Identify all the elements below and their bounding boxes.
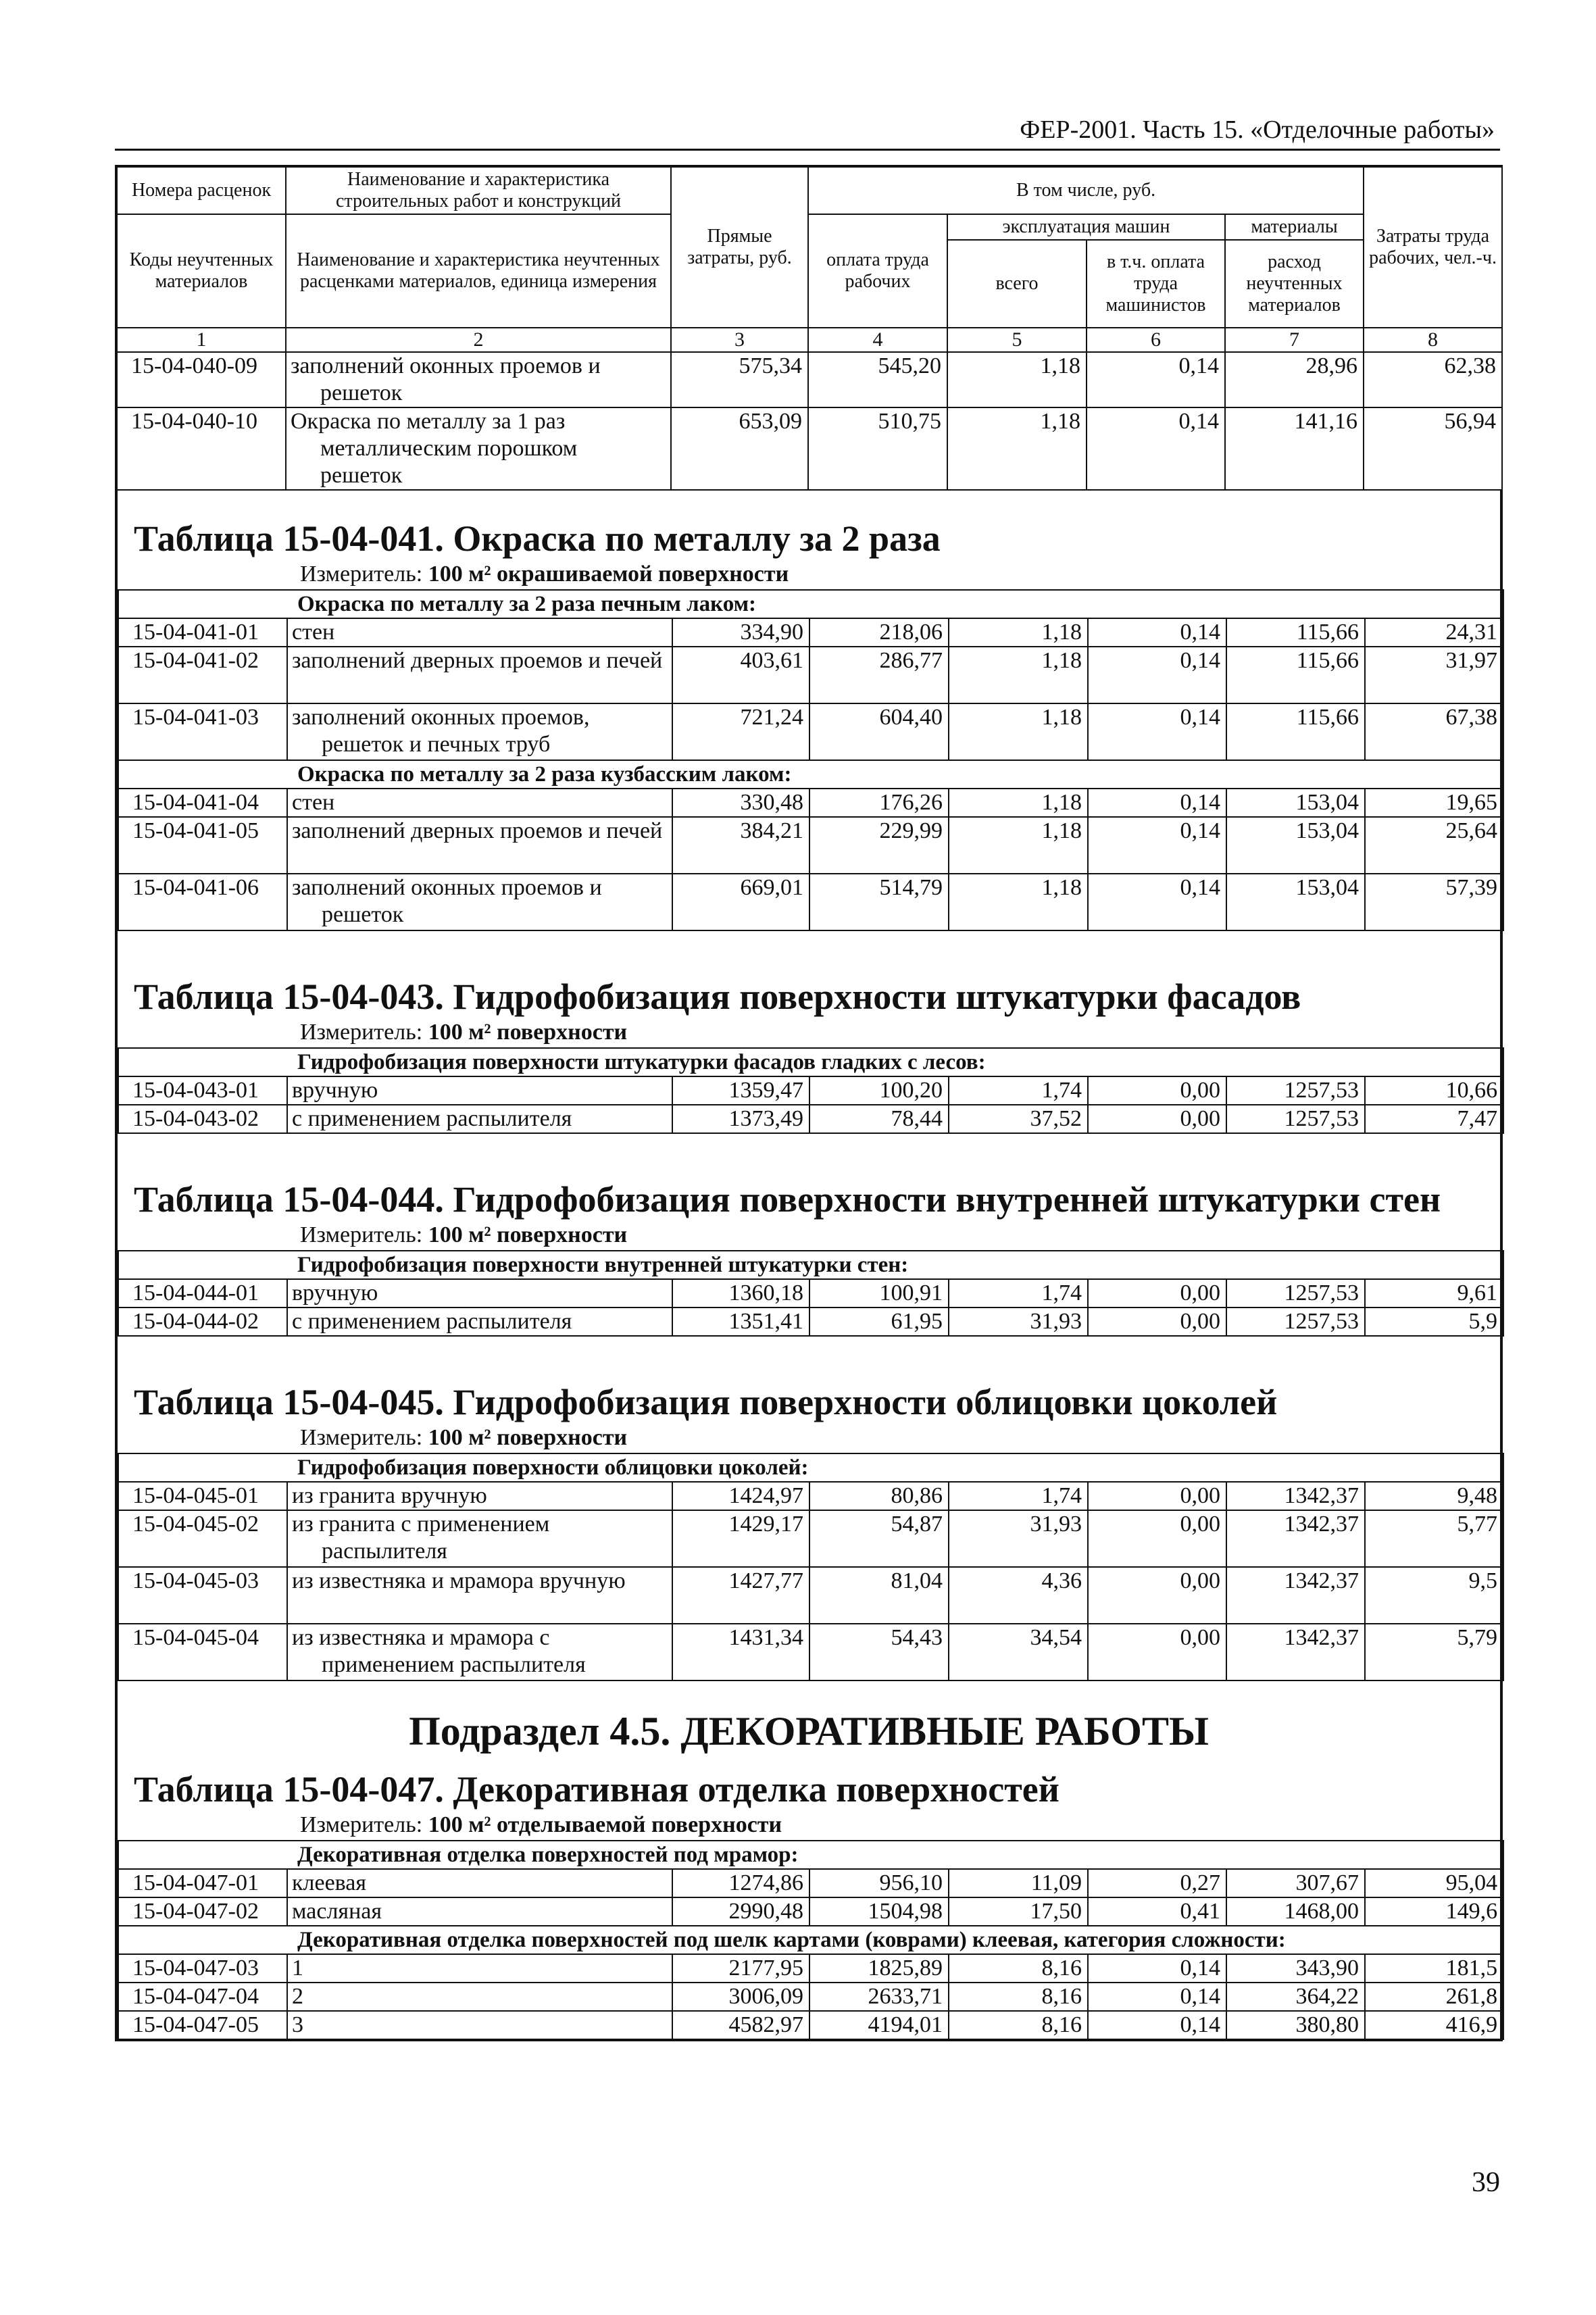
work-name: Окраска по металлу за 1 раз металлическим порошком решеток (286, 407, 671, 490)
direct-cost: 575,34 (671, 352, 808, 407)
materials-header: материалы (1225, 214, 1364, 240)
rate-code: 15-04-045-02 (118, 1510, 287, 1567)
materials-cost: 1342,37 (1226, 1482, 1365, 1510)
subsection-title: Подраздел 4.5. ДЕКОРАТИВНЫЕ РАБОТЫ (409, 1709, 1209, 1753)
direct-cost: 3006,09 (672, 1983, 809, 2011)
measure-line (118, 1018, 1500, 1047)
work-name: заполнений оконных проемов, решеток и печных труб (287, 703, 672, 760)
materials-cost: 153,04 (1226, 789, 1365, 817)
col-8-header: Затраты труда рабочих, чел.-ч. (1364, 167, 1502, 328)
machinist-pay: 0,14 (1088, 618, 1226, 647)
direct-cost: 1360,18 (672, 1279, 809, 1308)
machinist-pay: 0,00 (1088, 1624, 1226, 1681)
table-row (118, 789, 1503, 817)
machinist-pay: 0,14 (1087, 407, 1225, 490)
materials-cost: 307,67 (1226, 1869, 1365, 1897)
labor-hours: 31,97 (1365, 647, 1503, 703)
column-number: 6 (1087, 328, 1225, 352)
machines-total: 31,93 (949, 1510, 1088, 1567)
machinist-pay: 0,14 (1088, 817, 1226, 874)
labor-hours: 5,79 (1365, 1624, 1503, 1681)
labor-hours: 416,9 (1365, 2011, 1503, 2039)
work-name: из гранита вручную (287, 1482, 672, 1510)
group-heading: Гидрофобизация поверхности облицовки цоколей: (118, 1453, 1503, 1482)
rate-code: 15-04-041-05 (118, 817, 287, 874)
column-number: 3 (671, 328, 808, 352)
group-heading: Окраска по металлу за 2 раза печным лаком: (118, 590, 1503, 618)
direct-cost: 330,48 (672, 789, 809, 817)
table-title: Таблица 15-04-045. Гидрофобизация поверхности облицовки цоколей (134, 1382, 1278, 1422)
measure-value: 100 м² поверхности (428, 1020, 628, 1045)
direct-cost: 1373,49 (672, 1105, 809, 1133)
group-heading: Гидрофобизация поверхности штукатурки фасадов гладких с лесов: (118, 1048, 1503, 1076)
labor-hours: 62,38 (1364, 352, 1502, 407)
machines-total: 1,18 (947, 352, 1087, 407)
column-number-row (117, 328, 1502, 352)
section-t041 (116, 491, 1501, 931)
table-title: Таблица 15-04-044. Гидрофобизация поверхности внутренней штукатурки стен (134, 1179, 1441, 1220)
labor-hours: 67,38 (1365, 703, 1503, 760)
table-title: Таблица 15-04-043. Гидрофобизация поверхности штукатурки фасадов (134, 976, 1301, 1017)
labor-pay: 545,20 (808, 352, 947, 407)
rate-code: 15-04-041-02 (118, 647, 287, 703)
direct-cost: 334,90 (672, 618, 809, 647)
labor-pay: 100,91 (809, 1279, 949, 1308)
labor-hours: 56,94 (1364, 407, 1502, 490)
labor-pay: 61,95 (809, 1308, 949, 1336)
table-row (118, 817, 1503, 874)
machines-total: 1,18 (949, 618, 1088, 647)
table-row (118, 1869, 1503, 1897)
machines-total: 17,50 (949, 1897, 1088, 1926)
group-heading: Гидрофобизация поверхности внутренней штукатурки стен: (118, 1251, 1503, 1279)
column-number: 2 (286, 328, 671, 352)
rates-table (118, 1047, 1504, 1134)
machines-total: 8,16 (949, 1983, 1088, 2011)
materials-cost: 153,04 (1226, 817, 1365, 874)
labor-hours: 7,47 (1365, 1105, 1503, 1133)
labor-hours: 261,8 (1365, 1983, 1503, 2011)
machines-total: 4,36 (949, 1567, 1088, 1624)
direct-cost: 1274,86 (672, 1869, 809, 1897)
table-row (118, 1983, 1503, 2011)
column-number: 1 (117, 328, 286, 352)
labor-pay: 100,20 (809, 1076, 949, 1105)
machinist-pay: 0,00 (1088, 1308, 1226, 1336)
col-7-header: расход неучтенных материалов (1225, 240, 1364, 328)
labor-pay: 956,10 (809, 1869, 949, 1897)
column-number: 4 (808, 328, 947, 352)
work-name: стен (287, 789, 672, 817)
labor-hours: 25,64 (1365, 817, 1503, 874)
machinist-pay: 0,27 (1088, 1869, 1226, 1897)
rates-table (118, 1453, 1504, 1681)
machines-total: 31,93 (949, 1308, 1088, 1336)
machinist-pay: 0,41 (1088, 1897, 1226, 1926)
rate-code: 15-04-045-04 (118, 1624, 287, 1681)
direct-cost: 4582,97 (672, 2011, 809, 2039)
labor-pay: 54,87 (809, 1510, 949, 1567)
group-heading-row (118, 1841, 1503, 1869)
machinist-pay: 0,14 (1088, 789, 1226, 817)
direct-cost: 1431,34 (672, 1624, 809, 1681)
table-row (118, 1510, 1503, 1567)
section-t045 (116, 1337, 1501, 1681)
materials-cost: 1257,53 (1226, 1279, 1365, 1308)
materials-cost: 141,16 (1225, 407, 1364, 490)
machines-total: 1,74 (949, 1279, 1088, 1308)
table-row (118, 1624, 1503, 1681)
rate-code: 15-04-041-04 (118, 789, 287, 817)
measure-value: 100 м² отделываемой поверхности (428, 1812, 782, 1837)
labor-pay: 218,06 (809, 618, 949, 647)
machines-total: 1,18 (947, 407, 1087, 490)
table-row (118, 703, 1503, 760)
rate-code: 15-04-040-10 (117, 407, 286, 490)
rate-code: 15-04-047-04 (118, 1983, 287, 2011)
col-2-header-bottom: Наименование и характеристика неучтенных расценками материалов, единица измерения (286, 214, 671, 328)
work-name: из известняка и мрамора с применением распылителя (287, 1624, 672, 1681)
materials-cost: 1257,53 (1226, 1308, 1365, 1336)
work-name: с применением распылителя (287, 1308, 672, 1336)
work-name: 3 (287, 2011, 672, 2039)
machinist-pay: 0,14 (1088, 874, 1226, 930)
machinist-pay: 0,00 (1088, 1567, 1226, 1624)
labor-pay: 510,75 (808, 407, 947, 490)
col-1-header-bottom: Коды неучтенных материалов (117, 214, 286, 328)
rate-code: 15-04-045-03 (118, 1567, 287, 1624)
group-heading-row (118, 1926, 1503, 1954)
table-title: Таблица 15-04-047. Декоративная отделка поверхностей (134, 1769, 1059, 1810)
direct-cost: 2177,95 (672, 1954, 809, 1983)
materials-cost: 380,80 (1226, 2011, 1365, 2039)
machinist-pay: 0,00 (1088, 1279, 1226, 1308)
labor-hours: 5,9 (1365, 1308, 1503, 1336)
direct-cost: 1424,97 (672, 1482, 809, 1510)
labor-pay: 1825,89 (809, 1954, 949, 1983)
measure-value: 100 м² поверхности (428, 1222, 628, 1247)
work-name: 1 (287, 1954, 672, 1983)
labor-hours: 95,04 (1365, 1869, 1503, 1897)
work-name: вручную (287, 1279, 672, 1308)
work-name: стен (287, 618, 672, 647)
work-name: вручную (287, 1076, 672, 1105)
labor-pay: 286,77 (809, 647, 949, 703)
machines-total: 1,18 (949, 647, 1088, 703)
labor-hours: 9,48 (1365, 1482, 1503, 1510)
group-heading-row (118, 590, 1503, 618)
materials-cost: 343,90 (1226, 1954, 1365, 1983)
labor-pay: 1504,98 (809, 1897, 949, 1926)
labor-hours: 19,65 (1365, 789, 1503, 817)
rate-code: 15-04-043-02 (118, 1105, 287, 1133)
work-name: с применением распылителя (287, 1105, 672, 1133)
section-t043 (116, 931, 1501, 1134)
table-row (117, 407, 1502, 490)
work-name: масляная (287, 1897, 672, 1926)
machines-total: 8,16 (949, 2011, 1088, 2039)
machinist-pay: 0,14 (1087, 352, 1225, 407)
direct-cost: 384,21 (672, 817, 809, 874)
work-name: 2 (287, 1983, 672, 2011)
machinist-pay: 0,14 (1088, 647, 1226, 703)
labor-pay: 2633,71 (809, 1983, 949, 2011)
measure-label: Измеритель: (300, 1020, 423, 1045)
column-number: 8 (1364, 328, 1502, 352)
labor-pay: 81,04 (809, 1567, 949, 1624)
table-row (118, 1308, 1503, 1336)
machines-total: 34,54 (949, 1624, 1088, 1681)
direct-cost: 721,24 (672, 703, 809, 760)
rate-code: 15-04-041-01 (118, 618, 287, 647)
labor-hours: 149,6 (1365, 1897, 1503, 1926)
rate-code: 15-04-040-09 (117, 352, 286, 407)
machinist-pay: 0,00 (1088, 1510, 1226, 1567)
col-4-header: оплата труда рабочих (808, 214, 947, 328)
labor-hours: 57,39 (1365, 874, 1503, 930)
machines-total: 1,18 (949, 789, 1088, 817)
column-number: 5 (947, 328, 1087, 352)
machines-total: 1,18 (949, 874, 1088, 930)
labor-hours: 181,5 (1365, 1954, 1503, 1983)
materials-cost: 1257,53 (1226, 1105, 1365, 1133)
materials-cost: 1468,00 (1226, 1897, 1365, 1926)
table-row (118, 618, 1503, 647)
machines-total: 1,18 (949, 817, 1088, 874)
rate-code: 15-04-045-01 (118, 1482, 287, 1510)
machinist-pay: 0,14 (1088, 1954, 1226, 1983)
column-number: 7 (1225, 328, 1364, 352)
materials-cost: 115,66 (1226, 618, 1365, 647)
machines-total: 37,52 (949, 1105, 1088, 1133)
rates-table (118, 1250, 1504, 1337)
table-row (118, 1567, 1503, 1624)
materials-cost: 28,96 (1225, 352, 1364, 407)
labor-hours: 9,5 (1365, 1567, 1503, 1624)
rate-code: 15-04-044-02 (118, 1308, 287, 1336)
col-5-header: всего (947, 240, 1087, 328)
measure-value: 100 м² окрашиваемой поверхности (428, 562, 789, 587)
document-frame (115, 165, 1503, 2041)
table-row (118, 1105, 1503, 1133)
materials-cost: 364,22 (1226, 1983, 1365, 2011)
rate-code: 15-04-043-01 (118, 1076, 287, 1105)
labor-pay: 176,26 (809, 789, 949, 817)
machinist-pay: 0,14 (1088, 2011, 1226, 2039)
direct-cost: 1427,77 (672, 1567, 809, 1624)
machinist-pay: 0,00 (1088, 1076, 1226, 1105)
col-2-header-top: Наименование и характеристика строительных работ и конструкций (286, 167, 671, 214)
materials-cost: 1342,37 (1226, 1624, 1365, 1681)
direct-cost: 669,01 (672, 874, 809, 930)
table-row (118, 1279, 1503, 1308)
table-row (118, 1954, 1503, 1983)
table-title: Таблица 15-04-041. Окраска по металлу за 2 раза (134, 518, 941, 559)
direct-cost: 2990,48 (672, 1897, 809, 1926)
table-row (118, 1076, 1503, 1105)
labor-pay: 4194,01 (809, 2011, 949, 2039)
section-t044 (116, 1134, 1501, 1337)
machinist-pay: 0,00 (1088, 1105, 1226, 1133)
table-row (118, 2011, 1503, 2039)
rate-code: 15-04-047-05 (118, 2011, 287, 2039)
page-number: 39 (1472, 2167, 1500, 2198)
rate-code: 15-04-047-02 (118, 1897, 287, 1926)
labor-hours: 10,66 (1365, 1076, 1503, 1105)
measure-label: Измеритель: (300, 1812, 423, 1837)
labor-pay: 514,79 (809, 874, 949, 930)
subsection-block (116, 1681, 1501, 1768)
rate-code: 15-04-044-01 (118, 1279, 287, 1308)
group-heading: Декоративная отделка поверхностей под мрамор: (118, 1841, 1503, 1869)
measure-value: 100 м² поверхности (428, 1425, 628, 1450)
measure-label: Измеритель: (300, 1425, 423, 1450)
machinist-pay: 0,00 (1088, 1482, 1226, 1510)
group-heading-row (118, 1251, 1503, 1279)
labor-pay: 80,86 (809, 1482, 949, 1510)
machines-total: 1,18 (949, 703, 1088, 760)
table-row (118, 1482, 1503, 1510)
work-name: из гранита с применением распылителя (287, 1510, 672, 1567)
materials-cost: 1342,37 (1226, 1567, 1365, 1624)
work-name: из известняка и мрамора вручную (287, 1567, 672, 1624)
measure-line (118, 1810, 1500, 1840)
included-header: В том числе, руб. (808, 167, 1364, 214)
materials-cost: 1342,37 (1226, 1510, 1365, 1567)
labor-pay: 229,99 (809, 817, 949, 874)
group-heading-row (118, 1453, 1503, 1482)
table-row (118, 647, 1503, 703)
measure-label: Измеритель: (300, 1222, 423, 1247)
materials-cost: 115,66 (1226, 703, 1365, 760)
group-heading-row (118, 760, 1503, 789)
labor-pay: 54,43 (809, 1624, 949, 1681)
rate-code: 15-04-041-06 (118, 874, 287, 930)
work-name: заполнений оконных проемов и решеток (287, 874, 672, 930)
machines-total: 8,16 (949, 1954, 1088, 1983)
machines-total: 1,74 (949, 1076, 1088, 1105)
work-name: клеевая (287, 1869, 672, 1897)
measure-line (118, 1423, 1500, 1453)
col-6-header: в т.ч. оплата труда машинистов (1087, 240, 1225, 328)
direct-cost: 1429,17 (672, 1510, 809, 1567)
machinist-pay: 0,14 (1088, 703, 1226, 760)
direct-cost: 1351,41 (672, 1308, 809, 1336)
column-header-table (116, 166, 1503, 491)
machines-total: 1,74 (949, 1482, 1088, 1510)
running-header-text: ФЕР-2001. Часть 15. «Отделочные работы» (1020, 116, 1495, 144)
direct-cost: 403,61 (672, 647, 809, 703)
labor-hours: 9,61 (1365, 1279, 1503, 1308)
group-heading: Декоративная отделка поверхностей под шелк картами (коврами) клеевая, категория сложности: (118, 1926, 1503, 1954)
table-row (118, 1897, 1503, 1926)
work-name: заполнений дверных проемов и печей (287, 817, 672, 874)
machines-total: 11,09 (949, 1869, 1088, 1897)
table-row (118, 874, 1503, 930)
rate-code: 15-04-041-03 (118, 703, 287, 760)
materials-cost: 1257,53 (1226, 1076, 1365, 1105)
materials-cost: 153,04 (1226, 874, 1365, 930)
direct-cost: 1359,47 (672, 1076, 809, 1105)
labor-hours: 5,77 (1365, 1510, 1503, 1567)
group-heading: Окраска по металлу за 2 раза кузбасским лаком: (118, 760, 1503, 789)
labor-pay: 78,44 (809, 1105, 949, 1133)
labor-pay: 604,40 (809, 703, 949, 760)
rate-code: 15-04-047-03 (118, 1954, 287, 1983)
measure-line (118, 1220, 1500, 1250)
col-3-header: Прямые затраты, руб. (671, 167, 808, 328)
rate-code: 15-04-047-01 (118, 1869, 287, 1897)
table-row (117, 352, 1502, 407)
page-header (115, 114, 1500, 151)
measure-label: Измеритель: (300, 562, 423, 587)
rates-table (118, 589, 1504, 931)
materials-cost: 115,66 (1226, 647, 1365, 703)
col-1-header-top: Номера расценок (117, 167, 286, 214)
work-name: заполнений дверных проемов и печей (287, 647, 672, 703)
machines-header: эксплуатация машин (947, 214, 1225, 240)
section-t047 (116, 1768, 1501, 2040)
rates-table (118, 1840, 1504, 2040)
work-name: заполнений оконных проемов и решеток (286, 352, 671, 407)
direct-cost: 653,09 (671, 407, 808, 490)
machinist-pay: 0,14 (1088, 1983, 1226, 2011)
labor-hours: 24,31 (1365, 618, 1503, 647)
measure-line (118, 559, 1500, 589)
group-heading-row (118, 1048, 1503, 1076)
